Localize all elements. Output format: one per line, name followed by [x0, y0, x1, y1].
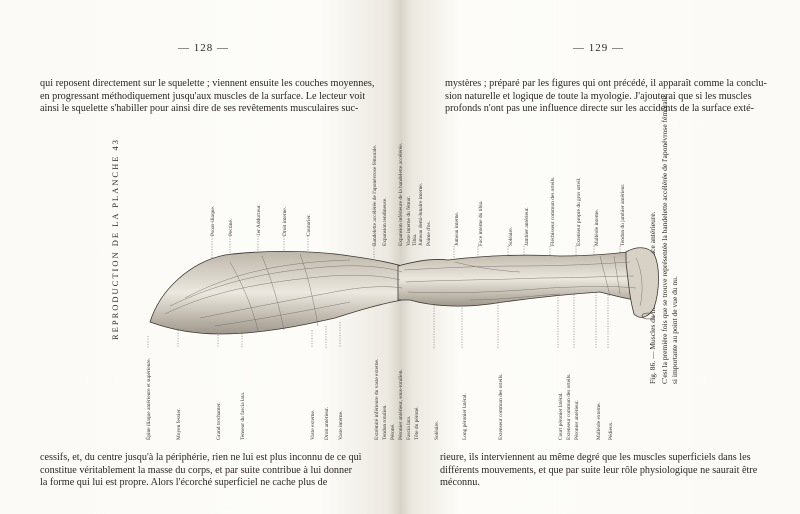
label-tendon-rotulien: Tendon rotulien.	[382, 404, 388, 440]
text-line: la forme qui lui est propre. Alors l'écorché superficiel ne cache plus de	[40, 477, 328, 488]
label-droit-anterieur: Droit antérieur.	[324, 407, 330, 440]
running-head: REPRODUCTION DE LA PLANCHE 43	[110, 137, 120, 340]
label-bandelette: Bandelette accélérée de l'aponévrose fémorale.	[372, 144, 378, 246]
figure-caption-line-1: C'est la première fois que se trouve représentée la bandelette accélérée de l'aponévrose fémorale	[660, 95, 669, 384]
label-extenseur-propre: Extenseur propre du gros orteil.	[576, 177, 582, 246]
text-line: profonds n'ont pas une influence directe sur les accidents de la surface exté-	[445, 103, 755, 114]
label-couturier: Couturier.	[306, 214, 312, 236]
text-line: méconnu.	[440, 477, 480, 488]
label-expansion: Expansion tendineuse.	[382, 197, 388, 246]
label-pedieux: Pédieux.	[608, 421, 614, 440]
label-face-interne-tibia: Face interne du tibia.	[478, 200, 484, 246]
label-soleaire: Soléaire.	[434, 420, 440, 440]
label-tendon-jambier: Tendon du jambier antérieur.	[620, 183, 626, 246]
label-expansion-inferieure: Expansion inférieure de la bandelette accélérée.	[398, 143, 404, 246]
label-droit-interne: Droit interne.	[282, 206, 288, 236]
text-line: cessifs, et, du centre jusqu'à la périphérie, rien ne lui est plus inconnu de ce qui	[40, 452, 362, 463]
label-tibia: Tibia.	[412, 233, 418, 246]
text-line: sion naturelle et logique de toute la myologie. J'ajouterai que si les muscles	[445, 90, 752, 102]
label-soleaire-top: Soléaire.	[508, 226, 514, 246]
label-long-peronier: Long péronier latéral.	[462, 393, 468, 440]
text-line: constitue véritablement la masse du corps, et par suite contribue à lui donner	[40, 464, 353, 476]
label-pointe-os: Pointe d'os.	[426, 221, 432, 246]
page-number-128: — 128 —	[178, 42, 229, 54]
label-jumeau-interne: Jumeau interne.	[454, 211, 460, 246]
text-line: rieure, ils interviennent au même degré que les muscles superficiels dans les	[440, 452, 751, 463]
label-moyen-fessier: Moyen fessier.	[176, 408, 182, 440]
text-line: qui reposent directement sur le squelette ; viennent ensuite les couches moyennes,	[40, 78, 375, 89]
text-line: ainsi le squelette s'habiller pour ainsi dire de ses revêtements musculaires suc-	[40, 103, 359, 114]
label-jumeau-demi: Jumeau demi-lunaire interne.	[418, 182, 424, 246]
label-court-peronier: Court péronier latéral.	[558, 392, 564, 440]
label-vaste-interne: Vaste interne.	[338, 410, 344, 440]
text-line: mystères ; préparé par les figures qui ont précédé, il apparaît comme la conclu-	[445, 78, 767, 89]
label-tete-perone: Tête du péroné.	[414, 406, 420, 440]
label-tenseur-fascia: Tenseur du fascia lata.	[240, 391, 246, 440]
text-line: différents mouvements, et que par suite leur rôle physiologique ne saurait être	[440, 464, 758, 476]
figure-caption-line-2: si importante au point de vue du nu.	[670, 276, 679, 384]
label-vaste-interne-femur: Vaste interne du fémur.	[406, 196, 412, 246]
label-adducteur: 1er Adducteur.	[256, 204, 262, 236]
label-peronier-sous: Péronier antérieur, sous-rotulien.	[398, 369, 404, 440]
label-malleole-externe: Malléole externe.	[596, 402, 602, 440]
label-psoas: Psoas-iliaque.	[210, 205, 216, 236]
label-extenseur-commun-2: Extenseur commun des orteils.	[566, 373, 572, 440]
label-fascia-lata: Fascia lata.	[406, 415, 412, 440]
label-perone: Péroné.	[390, 423, 396, 440]
label-peronier-anterieur: Péronier antérieur.	[574, 400, 580, 440]
label-vaste-externe: Vaste externe.	[310, 409, 316, 440]
text-line: en progressant méthodiquement jusqu'aux muscles de la surface. Le lecteur voit	[40, 90, 366, 102]
label-grand-trochanter: Grand trochanter.	[216, 402, 222, 440]
label-jambier-anterieur: Jambier antérieur.	[524, 207, 530, 246]
label-epine-iliaque: Épine iliaque antérieure et supérieure.	[146, 358, 152, 440]
label-malleole-interne: Malléole interne.	[594, 209, 600, 246]
label-pectine: Pectiné.	[228, 218, 234, 236]
page-number-129: — 129 —	[573, 42, 624, 54]
label-extenseur-commun: Extenseur commun des orteils.	[498, 373, 504, 440]
label-flechisseur: Fléchisseur commun des orteils.	[550, 176, 556, 246]
label-extremite-vaste: Extrémité inférieure du vaste externe.	[374, 358, 380, 440]
